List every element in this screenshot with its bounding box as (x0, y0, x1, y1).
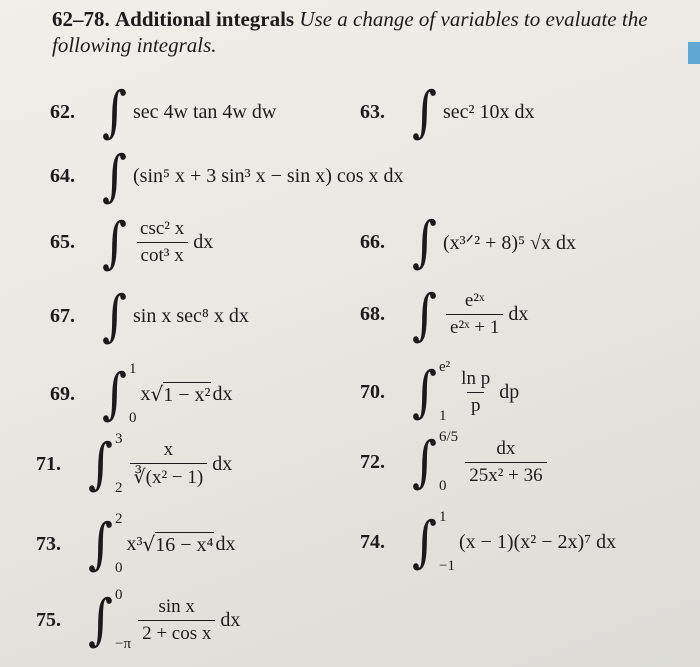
sqrt-icon: √ (142, 532, 156, 556)
problem-number: 75. (36, 608, 61, 631)
integral-sign-icon: ∫ (102, 79, 128, 145)
integral-sign-icon: ∫ (88, 431, 114, 497)
numerator: ln p (461, 367, 491, 389)
denominator: cot³ x (137, 242, 188, 267)
integral-sign-icon: ∫ (412, 282, 438, 347)
problem-72 (360, 430, 550, 494)
problem-73 (36, 512, 236, 576)
numerator: e²ˣ (464, 290, 485, 311)
problem-number: 63. (360, 100, 385, 123)
fraction (136, 218, 188, 267)
problem-number: 70. (360, 380, 385, 403)
differential: dx (193, 231, 214, 253)
integral-limits (115, 588, 131, 652)
upper-limit: 1 (439, 509, 447, 525)
page-tab-marker (688, 42, 700, 64)
denominator: 2 + cos x (138, 620, 215, 645)
integral-sign-icon: ∫ (412, 509, 438, 575)
integral-limits (115, 432, 123, 496)
problem-number: 65. (50, 231, 75, 253)
numerator: sin x (158, 595, 195, 617)
problem-69 (50, 362, 233, 426)
section-instructions: Use a change of variables to evaluate the following integrals. (52, 7, 648, 57)
problem-number: 66. (360, 230, 385, 253)
differential: dx (508, 303, 529, 325)
integrand: sin x sec⁸ x dx (133, 304, 249, 327)
integral-sign-icon: ∫ (102, 143, 128, 209)
denominator: 25x² + 36 (465, 462, 546, 487)
problem-number: 67. (50, 304, 75, 327)
upper-limit: 0 (115, 587, 123, 603)
section-title: Additional integrals (115, 7, 295, 31)
integrand-prefix: x³ (126, 532, 143, 555)
integrand: sec 4w tan 4w dw (133, 100, 277, 123)
differential: dx (215, 532, 236, 555)
problem-71 (36, 432, 232, 496)
integral-limits (129, 362, 137, 426)
problem-number: 71. (36, 452, 61, 475)
problem-number: 64. (50, 164, 75, 187)
fraction (138, 596, 215, 645)
integral-sign-icon: ∫ (412, 209, 438, 275)
integrand: (sin⁵ x + 3 sin³ x − sin x) cos x dx (133, 164, 404, 187)
problem-74 (360, 510, 616, 574)
lower-limit: −π (115, 636, 132, 652)
problem-70 (360, 360, 519, 424)
lower-limit: 0 (129, 410, 137, 426)
problem-65 (50, 210, 214, 275)
integrand: (x³ᐟ² + 8)⁵ √x dx (443, 231, 577, 254)
differential: dx (212, 382, 233, 405)
integral-sign-icon: ∫ (412, 429, 438, 495)
lower-limit: 2 (115, 480, 123, 496)
lower-limit: 0 (439, 478, 447, 494)
upper-limit: e² (439, 359, 451, 375)
integrand-prefix: x (140, 382, 151, 405)
problem-number: 74. (360, 530, 385, 553)
fraction (457, 368, 494, 417)
problem-number: 62. (50, 100, 75, 123)
radicand: 1 − x² (163, 383, 211, 406)
denominator: ∛(x² − 1) (130, 463, 208, 489)
sqrt-icon: √ (150, 382, 164, 406)
denominator: e²ˣ + 1 (446, 314, 503, 339)
differential: dx (220, 608, 241, 631)
integrand: sec² 10x dx (443, 100, 535, 123)
integral-limits (439, 430, 458, 494)
fraction (446, 290, 503, 339)
integral-limits (115, 512, 123, 576)
fraction (130, 439, 208, 489)
upper-limit: 3 (115, 431, 123, 447)
problem-67 (50, 283, 249, 349)
problem-62 (50, 79, 277, 145)
integral-sign-icon: ∫ (412, 79, 438, 145)
radicand: 16 − x⁴ (155, 533, 214, 556)
lower-limit: 0 (115, 560, 123, 576)
differential: dx (212, 452, 233, 475)
numerator: x (163, 439, 174, 460)
integral-sign-icon: ∫ (102, 210, 128, 275)
problem-number: 69. (50, 382, 75, 405)
problem-63 (360, 79, 535, 145)
section-heading (52, 6, 682, 58)
denominator: p (467, 392, 485, 417)
numerator: csc² x (140, 218, 185, 239)
integral-sign-icon: ∫ (102, 361, 128, 427)
integral-sign-icon: ∫ (102, 283, 128, 349)
upper-limit: 6/5 (439, 429, 459, 445)
problem-75 (36, 588, 240, 652)
integral-limits (439, 510, 455, 574)
integral-sign-icon: ∫ (412, 359, 438, 425)
problem-number: 73. (36, 532, 61, 555)
upper-limit: 1 (129, 361, 137, 377)
upper-limit: 2 (115, 511, 123, 527)
problem-number: 68. (360, 303, 385, 325)
integrand: (x − 1)(x² − 2x)⁷ dx (458, 530, 617, 553)
integral-sign-icon: ∫ (88, 587, 114, 653)
problem-66 (360, 209, 577, 275)
numerator: dx (496, 437, 516, 459)
fraction (465, 438, 546, 487)
problem-number: 72. (360, 450, 385, 473)
integral-limits (439, 360, 450, 424)
integral-sign-icon: ∫ (88, 511, 114, 577)
lower-limit: −1 (439, 558, 455, 574)
differential: dp (499, 380, 520, 403)
lower-limit: 1 (439, 408, 447, 424)
section-range: 62–78. (52, 7, 110, 31)
problem-64 (50, 143, 404, 209)
problem-68 (360, 282, 529, 347)
